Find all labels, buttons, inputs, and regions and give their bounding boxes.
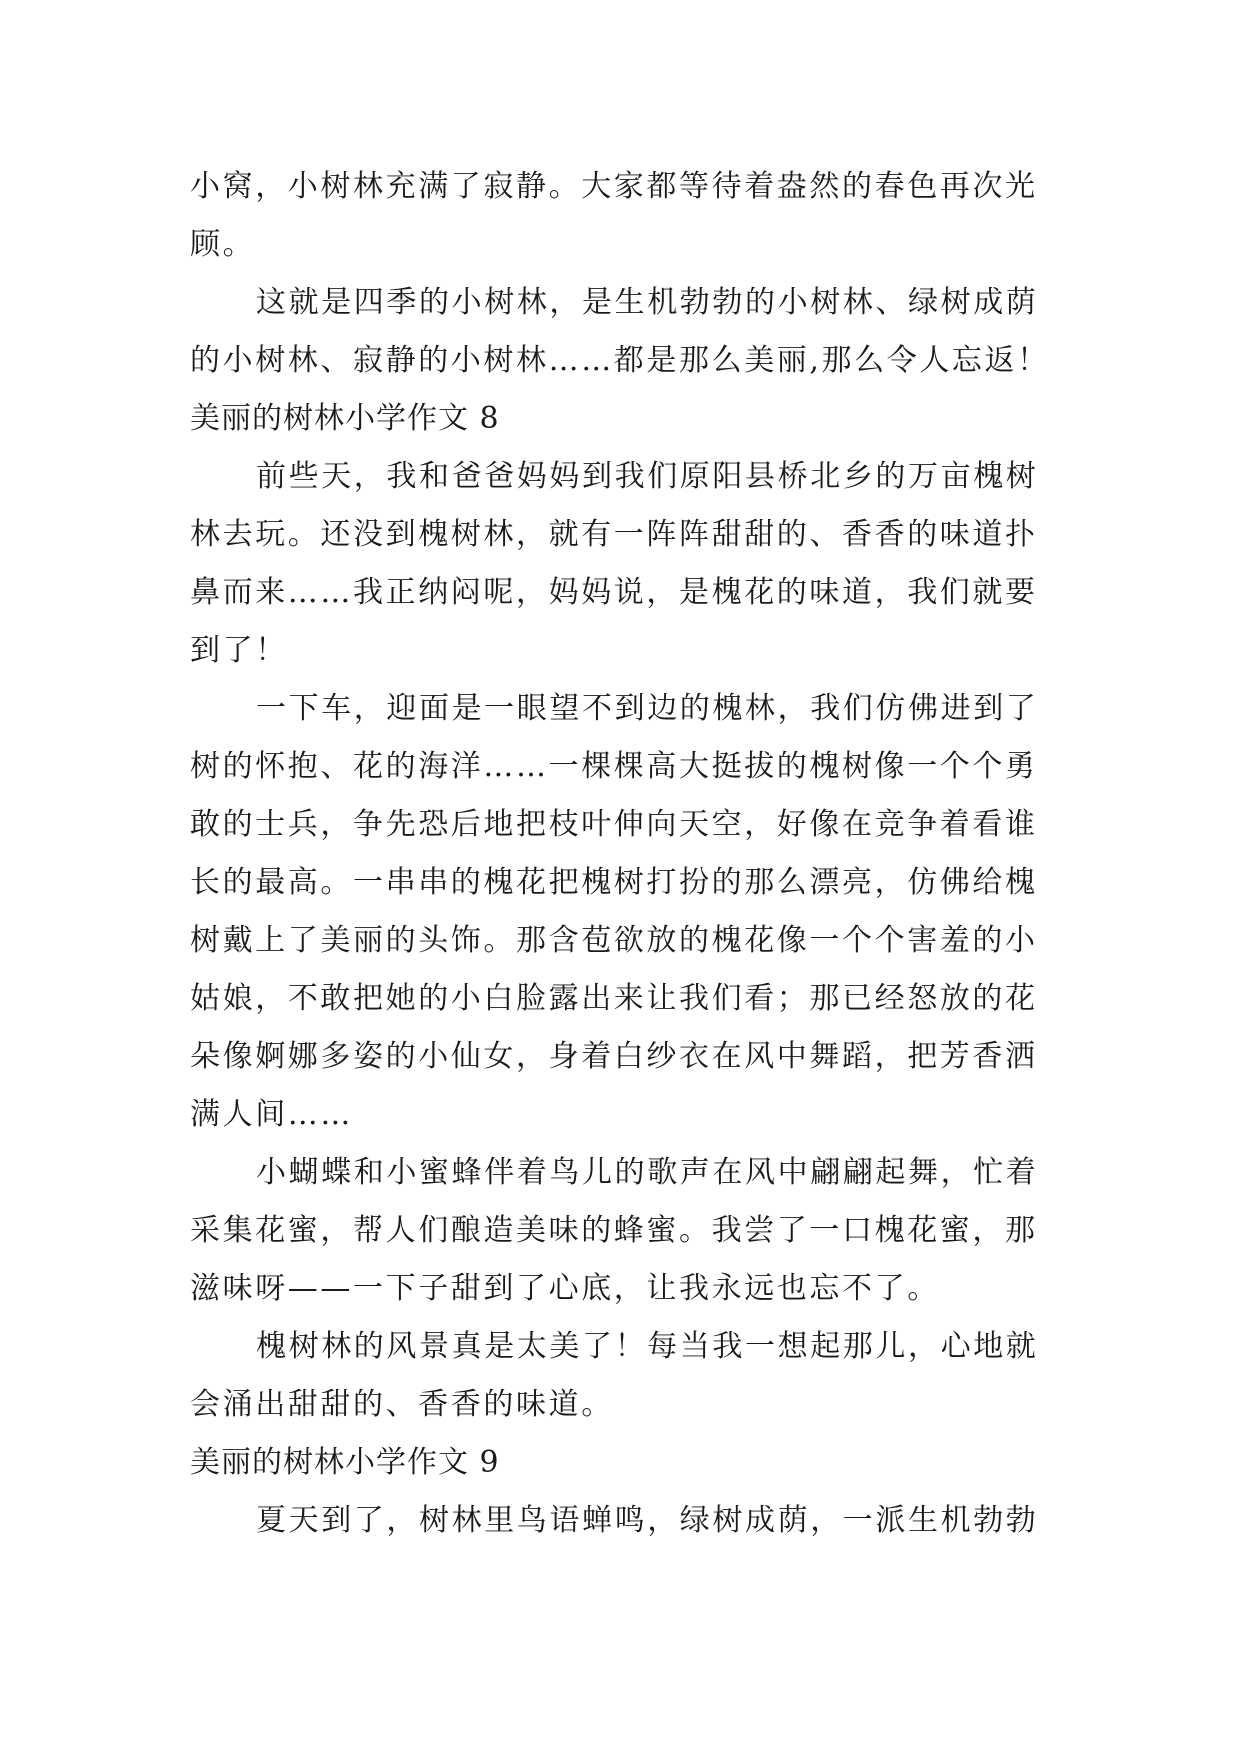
text-line: 满人间……	[190, 1097, 353, 1132]
text-line: 姑娘，不敢把她的小白脸露出来让我们看；那已经怒放的花	[190, 981, 1038, 1016]
text-line: 树戴上了美丽的头饰。那含苞欲放的槐花像一个个害羞的小	[190, 923, 1038, 958]
section-heading: 美丽的树林小学作文 8	[190, 401, 500, 436]
text-line: 小窝，小树林充满了寂静。大家都等待着盎然的春色再次光	[190, 169, 1038, 204]
text-line: 会涌出甜甜的、香香的味道。	[190, 1387, 614, 1422]
text-line: 林去玩。还没到槐树林，就有一阵阵甜甜的、香香的味道扑	[190, 517, 1038, 552]
text-line: 的小树林、寂静的小树林……都是那么美丽,那么令人忘返！	[190, 343, 1050, 378]
text-line: 夏天到了，树林里鸟语蝉鸣，绿树成荫，一派生机勃勃	[256, 1503, 1039, 1538]
text-line: 前些天，我和爸爸妈妈到我们原阳县桥北乡的万亩槐树	[256, 459, 1039, 494]
text-line: 小蝴蝶和小蜜蜂伴着鸟儿的歌声在风中翩翩起舞，忙着	[256, 1155, 1039, 1190]
text-line: 鼻而来……我正纳闷呢，妈妈说，是槐花的味道，我们就要	[190, 575, 1038, 610]
text-line: 滋味呀——一下子甜到了心底，让我永远也忘不了。	[190, 1271, 940, 1306]
text-line: 到了！	[190, 633, 288, 668]
text-line: 朵像婀娜多姿的小仙女，身着白纱衣在风中舞蹈，把芳香洒	[190, 1039, 1038, 1074]
text-line: 长的最高。一串串的槐花把槐树打扮的那么漂亮，仿佛给槐	[190, 865, 1038, 900]
text-line: 一下车，迎面是一眼望不到边的槐林，我们仿佛进到了	[256, 691, 1039, 726]
text-line: 敢的士兵，争先恐后地把枝叶伸向天空，好像在竞争着看谁	[190, 807, 1038, 842]
text-line: 槐树林的风景真是太美了！每当我一想起那儿，心地就	[256, 1329, 1039, 1364]
text-line: 顾。	[190, 227, 256, 262]
document-page	[190, 158, 1056, 1550]
text-line: 树的怀抱、花的海洋……一棵棵高大挺拔的槐树像一个个勇	[190, 749, 1038, 784]
text-line: 这就是四季的小树林，是生机勃勃的小树林、绿树成荫	[256, 285, 1039, 320]
section-heading: 美丽的树林小学作文 9	[190, 1445, 500, 1480]
text-line: 采集花蜜，帮人们酿造美味的蜂蜜。我尝了一口槐花蜜，那	[190, 1213, 1038, 1248]
